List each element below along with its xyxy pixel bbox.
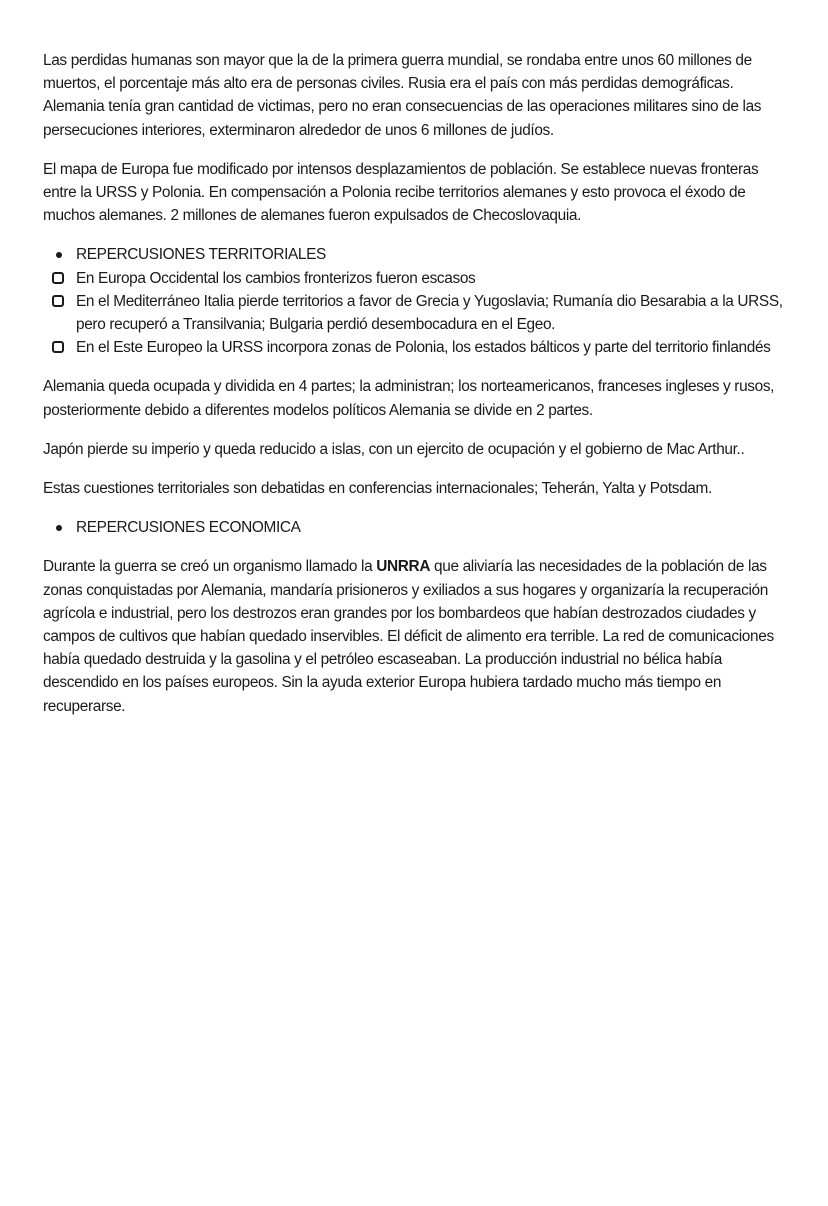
checklist-item-text: En el Este Europeo la URSS incorpora zonas de Polonia, los estados bálticos y parte del territorio finlandés	[76, 339, 771, 357]
unrra-acronym: UNRRA	[376, 558, 431, 576]
checkbox-icon[interactable]	[52, 295, 64, 307]
checklist-item-text: En Europa Occidental los cambios fronterizos fueron escasos	[76, 269, 476, 287]
paragraph-japan: Japón pierde su imperio y queda reducido a islas, con un ejercito de ocupación y el gobierno de Mac Arthur..	[43, 440, 745, 458]
checklist-item-text: En el Mediterráneo Italia pierde territorios a favor de Grecia y Yugoslavia; Rumanía dio Besarabia a la URSS, pero recuperó a Transilvania; Bulgaria perdió desembocadura en el Egeo.	[76, 292, 783, 334]
paragraph-conferences: Estas cuestiones territoriales son debatidas en conferencias internacionales; Teherán, Yalta y Potsdam.	[43, 480, 712, 498]
unrra-text-after: que aliviaría las necesidades de la población de las zonas conquistadas por Alemania, mandaría prisioneros y exiliados a sus hogares y organizaría la recuperación agrícola e industrial, pero los destrozos eran grandes por los bombardeos que habían destrozados ciudades y campos de cultivos que habían quedado inservibles. El déficit de alimento era terrible. La red de comunicaciones había quedado destruida y la gasolina y el petróleo escaseaban. La producción industrial no bélica había descendido en los países europeos. Sin la ayuda exterior Europa hubiera tardado mucho más tiempo en recuperarse.	[43, 558, 774, 715]
bullet-heading-territorial	[43, 243, 795, 266]
checklist-item	[43, 267, 795, 290]
paragraph-unrra	[43, 555, 795, 717]
checklist-item	[43, 290, 795, 336]
checkbox-icon[interactable]	[52, 341, 64, 353]
paragraph-human-losses: Las perdidas humanas son mayor que la de la primera guerra mundial, se rondaba entre unos 60 millones de muertos, el porcentaje más alto era de personas civiles. Rusia era el país con más perdidas demográficas. Alemania tenía gran cantidad de victimas, pero no eran consecuencias de las operaciones militares sino de las persecuciones interiores, exterminaron alrededor de unos 6 millones de judíos.	[43, 52, 762, 139]
document-body	[43, 49, 795, 734]
checkbox-icon[interactable]	[52, 272, 64, 284]
paragraph-germany-division: Alemania queda ocupada y dividida en 4 partes; la administran; los norteamericanos, franceses ingleses y rusos, posteriormente debido a diferentes modelos políticos Alemania se divide en 2 partes.	[43, 378, 775, 419]
paragraph-population-displacement: El mapa de Europa fue modificado por intensos desplazamientos de población. Se establece nuevas fronteras entre la URSS y Polonia. En compensación a Polonia recibe territorios alemanes y esto provoca el éxodo de muchos alemanes. 2 millones de alemanes fueron expulsados de Checoslovaquia.	[43, 160, 759, 225]
unrra-text-before: Durante la guerra se creó un organismo llamado la	[43, 558, 377, 576]
bullet-heading-economica	[43, 516, 795, 539]
checklist-item	[43, 336, 795, 359]
economic-list	[43, 516, 795, 539]
territorial-list	[43, 243, 795, 359]
heading-economica: REPERCUSIONES ECONOMICA	[76, 519, 301, 537]
heading-territorial: REPERCUSIONES TERRITORIALES	[76, 246, 326, 264]
